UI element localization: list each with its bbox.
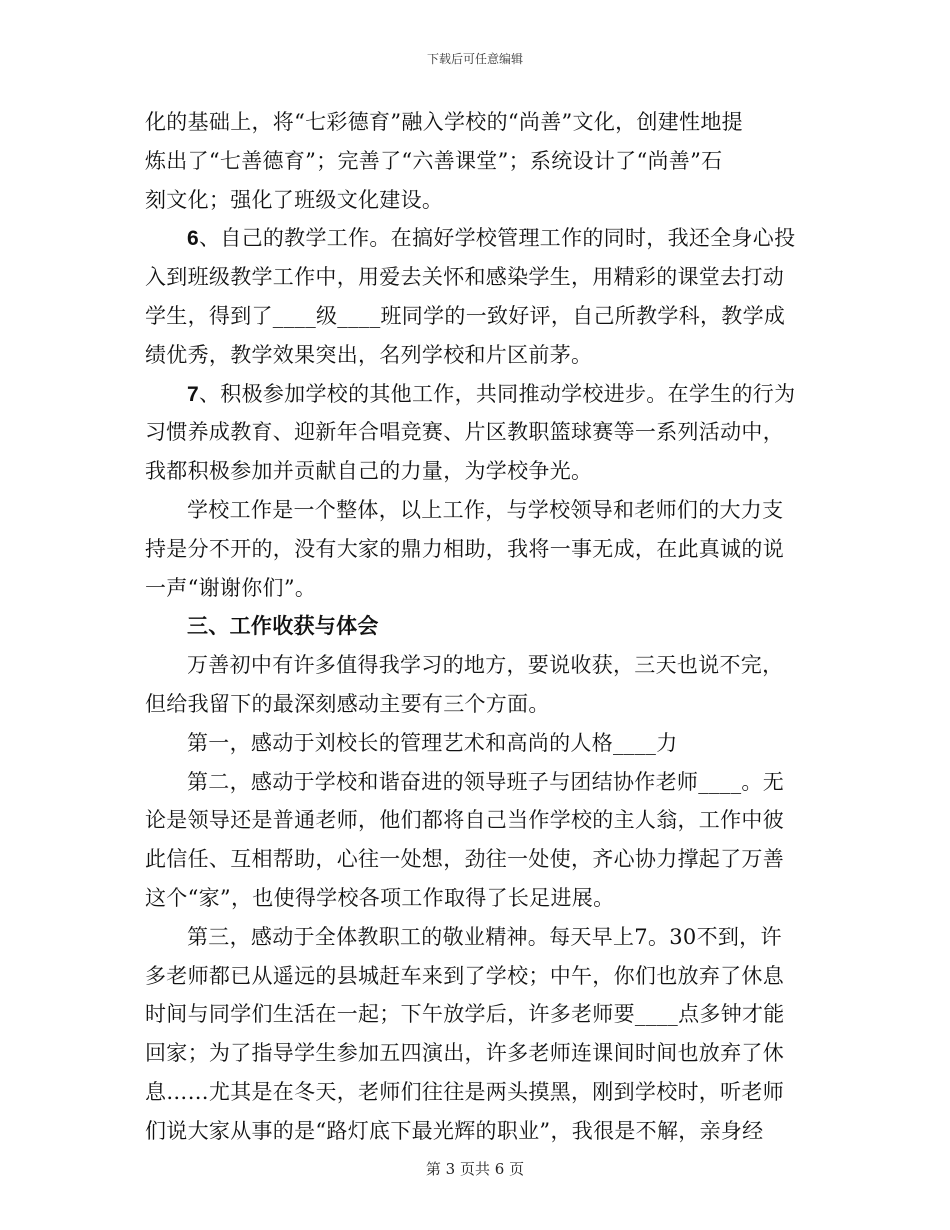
text-line: 这个“家”，也使得学校各项工作取得了长足进展。: [145, 885, 615, 910]
page-header: 下载后可任意编辑: [426, 52, 523, 66]
item-7-line: [145, 375, 805, 414]
text-line: 刻文化；强化了班级文化建设。: [145, 187, 444, 212]
document-body: [145, 103, 805, 1151]
text-line: 万善初中有许多值得我学习的地方，要说收获，三天也说不完，: [187, 653, 784, 678]
text-line: 第二，感动于学校和谐奋进的领导班子与团结协作老师____。无: [187, 769, 784, 794]
text-line: 入到班级教学工作中，用爱去关怀和感染学生，用精彩的课堂去打动: [145, 265, 784, 290]
page-footer: 第 3 页共 6 页: [425, 1160, 525, 1178]
text-line: 我都积极参加并贡献自己的力量，为学校争光。: [145, 459, 593, 484]
text-line: 一声“谢谢你们”。: [145, 575, 317, 600]
text-line: 第一，感动于刘校长的管理艺术和高尚的人格____力: [187, 730, 678, 755]
text-line: 炼出了“七善德育”；完善了“六善课堂”；系统设计了“尚善”石: [145, 148, 723, 173]
text-line: 但给我留下的最深刻感动主要有三个方面。: [145, 691, 550, 716]
text-line: 学校工作是一个整体，以上工作，与学校领导和老师们的大力支: [187, 497, 784, 522]
text-line: 息……尤其是在冬天，老师们往往是两头摸黑，刚到学校时，听老师: [145, 1079, 784, 1104]
text-line: 、自己的教学工作。在搞好学校管理工作的同时，我还全身心投: [198, 226, 796, 251]
text-line: 论是领导还是普通老师，他们都将自己当作学校的主人翁，工作中彼: [145, 808, 784, 833]
item-number: 7: [187, 382, 199, 406]
item-6-line: [145, 219, 805, 258]
text-line: 此信任、互相帮助，心往一处想，劲往一处使，齐心协力撑起了万善: [145, 847, 784, 872]
text-line: 时间与同学们生活在一起；下午放学后，许多老师要____点多钟才能: [145, 1002, 785, 1027]
section-heading: 三、工作收获与体会: [187, 613, 379, 639]
text-line: 持是分不开的，没有大家的鼎力相助，我将一事无成，在此真诚的说: [145, 536, 784, 561]
text-line: 回家；为了指导学生参加五四演出，许多老师连课间时间也放弃了休: [145, 1041, 784, 1066]
text-line: 多老师都已从遥远的县城赶车来到了学校；中午，你们也放弃了休息: [145, 963, 784, 988]
item-number: 6: [187, 227, 199, 251]
text-line: 第三，感动于全体教职工的敬业精神。每天早上7。30不到，许: [187, 924, 782, 949]
text-line: 绩优秀，教学效果突出，名列学校和片区前茅。: [145, 342, 593, 367]
text-line: 、积极参加学校的其他工作，共同推动学校进步。在学生的行为: [198, 381, 796, 406]
text-line: 学生，得到了____级____班同学的一致好评，自己所教学科，教学成: [145, 303, 786, 328]
text-line: 们说大家从事的是“路灯底下最光辉的职业”，我很是不解，亲身经: [145, 1118, 764, 1143]
text-line: 习惯养成教育、迎新年合唱竞赛、片区教职篮球赛等一系列活动中，: [145, 420, 784, 445]
text-line: 化的基础上，将“七彩德育”融入学校的“尚善”文化，创建性地提: [145, 110, 743, 134]
